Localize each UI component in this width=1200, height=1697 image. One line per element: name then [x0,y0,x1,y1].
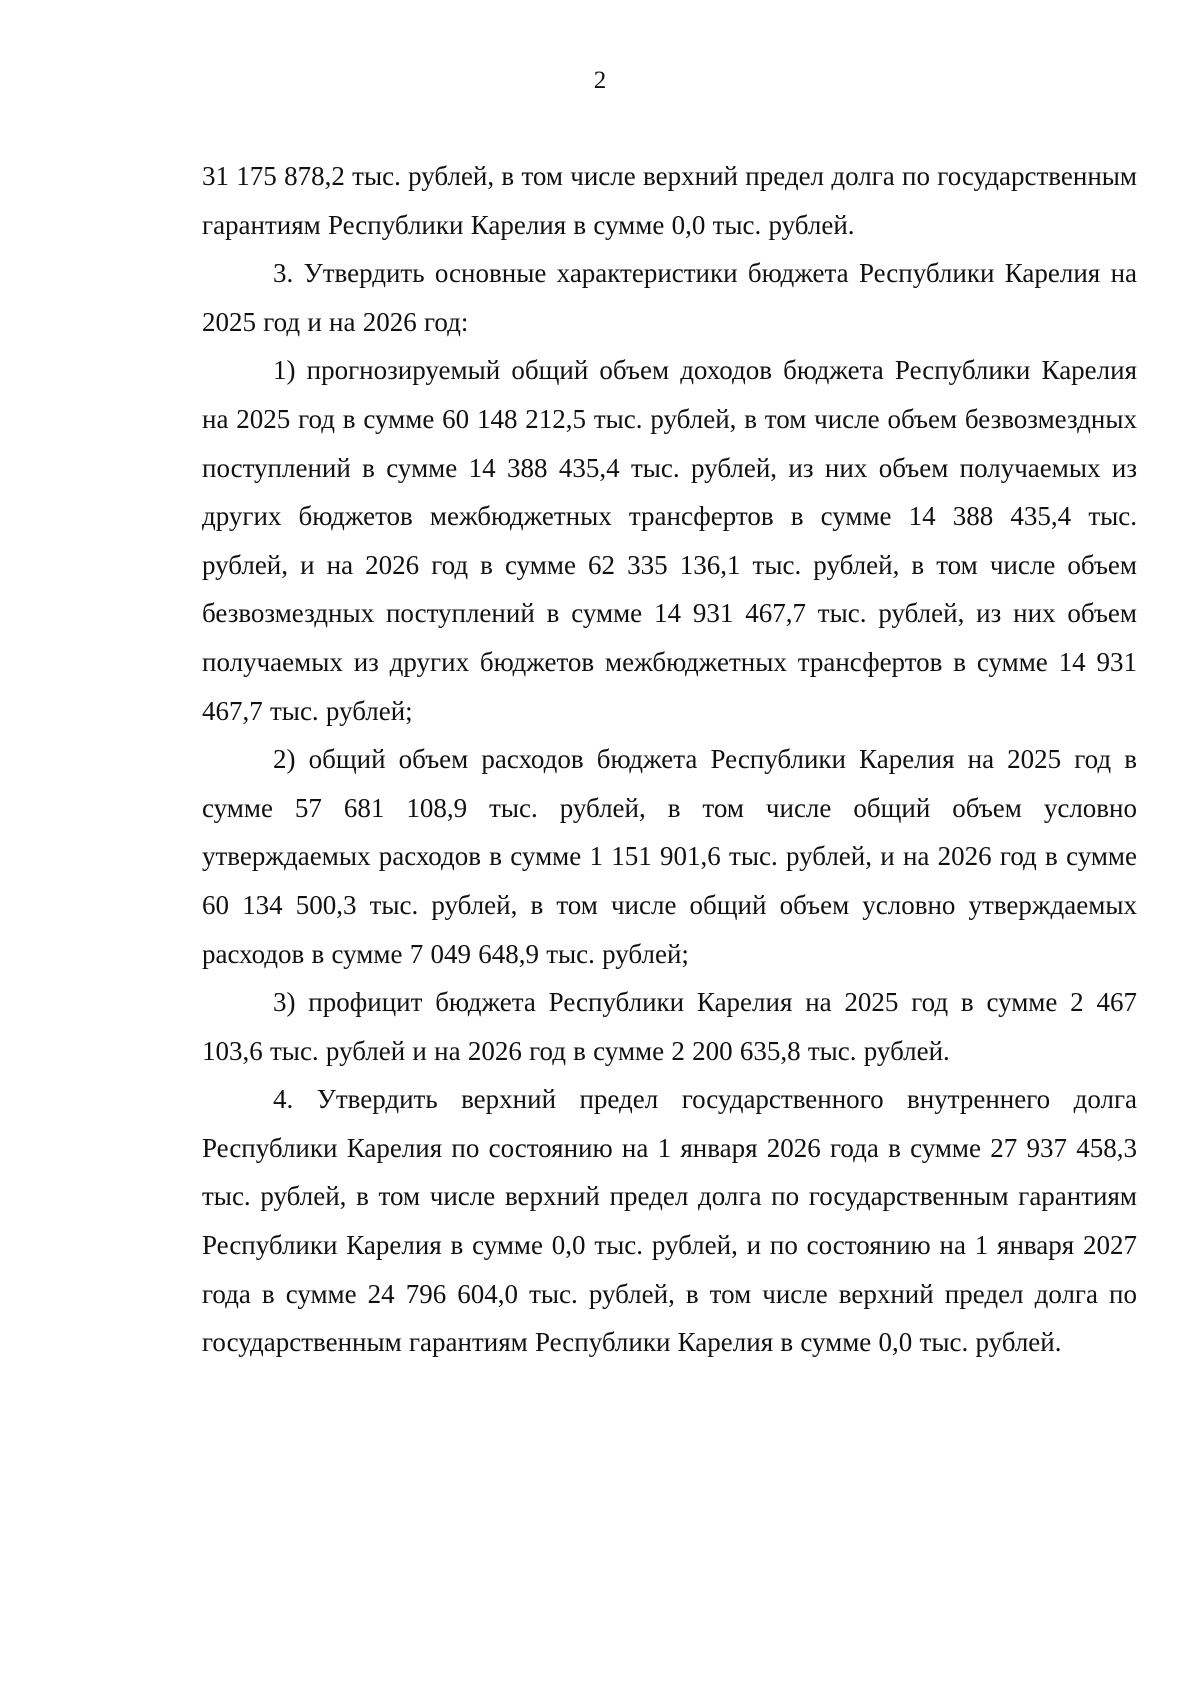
paragraph-subitem-2-expenditures: 2) общий объем расходов бюджета Республики Карелия на 2025 год в сумме 57 681 108,9 тыс. рублей, в том числе общий объем условно утверждаемых расходов в сумме 1 151 901,6 тыс. рублей, и на 2026 год в сумме 60 134 500,3 тыс. рублей, в том числе общий объем условно утверждаемых расходов в сумме 7 049 648,9 тыс. рублей; [202,744,1137,969]
paragraph-item-4-debt-limit: 4. Утвердить верхний предел государственного внутреннего долга Республики Карелия по состоянию на 1 января 2026 года в сумме 27 937 458,3 тыс. рублей, в том числе верхний предел долга по государственным гарантиям Республики Карелия в сумме 0,0 тыс. рублей, и по состоянию на 1 января 2027 года в сумме 24 796 604,0 тыс. рублей, в том числе верхний предел долга по государственным гарантиям Республики Карелия в сумме 0,0 тыс. рублей. [202,1084,1137,1358]
paragraph-item-3: 3. Утвердить основные характеристики бюджета Республики Карелия на 2025 год и на 2026 год: [202,258,1137,337]
paragraph-subitem-3-surplus: 3) профицит бюджета Республики Карелия на 2025 год в сумме 2 467 103,6 тыс. рублей и на 2026 год в сумме 2 200 635,8 тыс. рублей. [202,987,1137,1066]
page-number: 2 [593,67,607,94]
document-body [202,152,1137,1367]
paragraph-subitem-1-revenues: 1) прогнозируемый общий объем доходов бюджета Республики Карелия на 2025 год в сумме 60 148 212,5 тыс. рублей, в том числе объем безвозмездных поступлений в сумме 14 388 435,4 тыс. рублей, из них объем получаемых из других бюджетов межбюджетных трансфертов в сумме 14 388 435,4 тыс. рублей, и на 2026 год в сумме 62 335 136,1 тыс. рублей, в том числе объем безвозмездных поступлений в сумме 14 931 467,7 тыс. рублей, из них объем получаемых из других бюджетов межбюджетных трансфертов в сумме 14 931 467,7 тыс. рублей; [202,355,1137,726]
paragraph-continuation: 31 175 878,2 тыс. рублей, в том числе верхний предел долга по государственным гарантиям Республики Карелия в сумме 0,0 тыс. рублей. [202,161,1137,240]
